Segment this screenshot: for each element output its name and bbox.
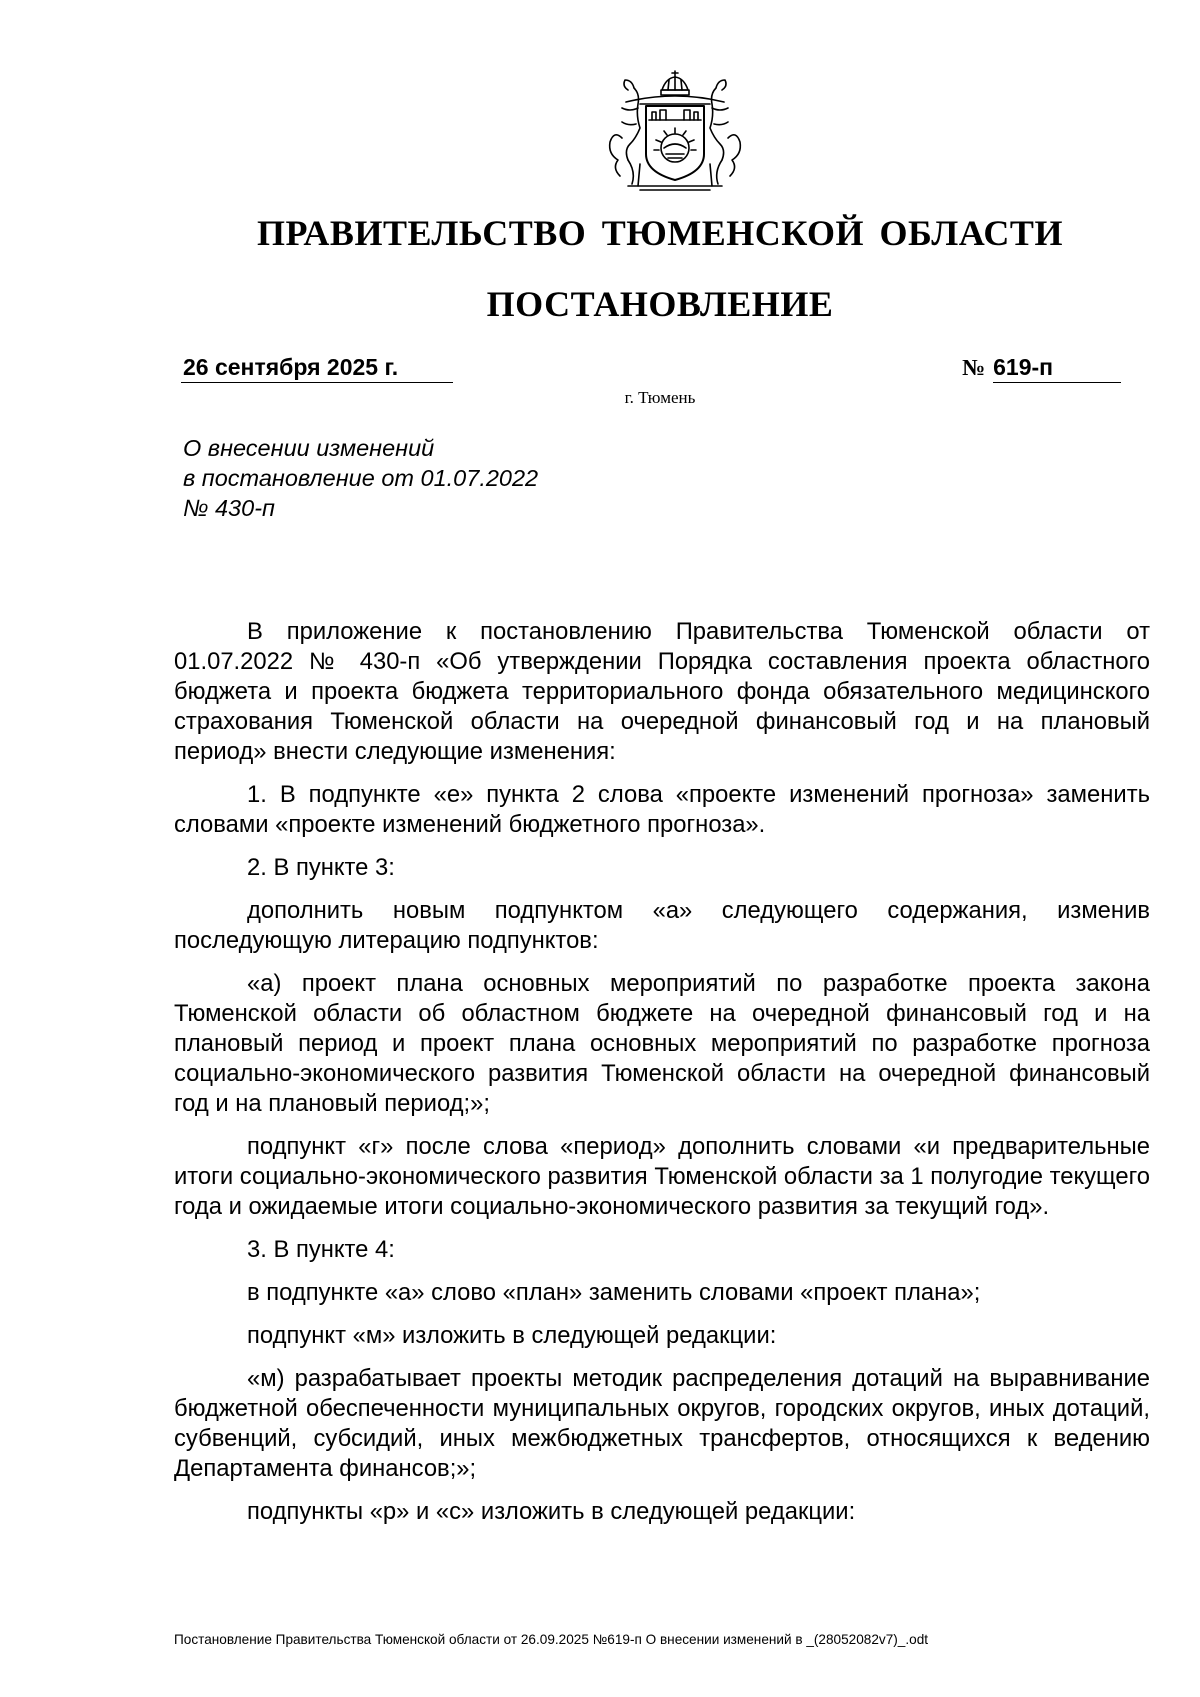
page-footer: Постановление Правительства Тюменской области от 26.09.2025 №619-п О внесении изменений в _(28052082v7)_.odt [174, 1632, 929, 1647]
body-paragraph: В приложение к постановлению Правительства Тюменской области от 01.07.2022 № 430-п «Об утверждении Порядка составления проекта областного бюджета и проекта бюджета территориального фонда обязательного медицинского страхования Тюменской области на очередной финансовый год и на плановый период» внести следующие изменения: [174, 618, 1150, 765]
number-sign: № [962, 355, 986, 380]
body-paragraph: «а) проект плана основных мероприятий по разработке проекта закона Тюменской области об областном бюджете на очередной финансовый год и на плановый период и проект плана основных мероприятий по разработке прогноза социально-экономического развития Тюменской области на очередной финансовый год и на плановый период;»; [174, 970, 1150, 1117]
coat-of-arms-icon [592, 68, 758, 196]
body-paragraph: 3. В пункте 4: [247, 1236, 395, 1263]
government-name: ПРАВИТЕЛЬСТВО ТЮМЕНСКОЙ ОБЛАСТИ [257, 213, 1063, 253]
body-paragraph: «м) разрабатывает проекты методик распределения дотаций на выравнивание бюджетной обеспеченности муниципальных округов, городских округов, иных дотаций, субвенций, субсидий, иных межбюджетных трансфертов, относящихся к ведению Департамента финансов;»; [174, 1365, 1150, 1482]
number-value: 619-п [993, 354, 1121, 383]
subject-line: № 430-п [183, 495, 275, 521]
city: г. Тюмень [624, 388, 696, 407]
body-paragraph: дополнить новым подпунктом «а» следующего содержания, изменив последующую литерацию подпунктов: [174, 897, 1150, 954]
body-paragraph: 1. В подпункте «е» пункта 2 слова «проекте изменений прогноза» заменить словами «проекте изменений бюджетного прогноза». [174, 781, 1150, 838]
body-paragraph: подпункт «г» после слова «период» дополнить словами «и предварительные итоги социально-экономического развития Тюменской области за 1 полугодие текущего года и ожидаемые итоги социально-экономического развития за текущий год». [174, 1133, 1150, 1220]
document-number [962, 354, 1143, 383]
body-paragraph: в подпункте «а» слово «план» заменить словами «проект плана»; [247, 1279, 981, 1306]
document-body [174, 617, 1150, 1540]
document-subject [183, 433, 683, 523]
body-paragraph: подпункты «р» и «с» изложить в следующей редакции: [247, 1498, 856, 1525]
document-date: 26 сентября 2025 г. [181, 354, 453, 383]
body-paragraph: 2. В пункте 3: [247, 854, 395, 881]
subject-line: О внесении изменений [183, 435, 435, 461]
body-paragraph: подпункт «м» изложить в следующей редакции: [247, 1322, 777, 1349]
document-type: ПОСТАНОВЛЕНИЕ [486, 284, 834, 324]
subject-line: в постановление от 01.07.2022 [183, 465, 539, 491]
